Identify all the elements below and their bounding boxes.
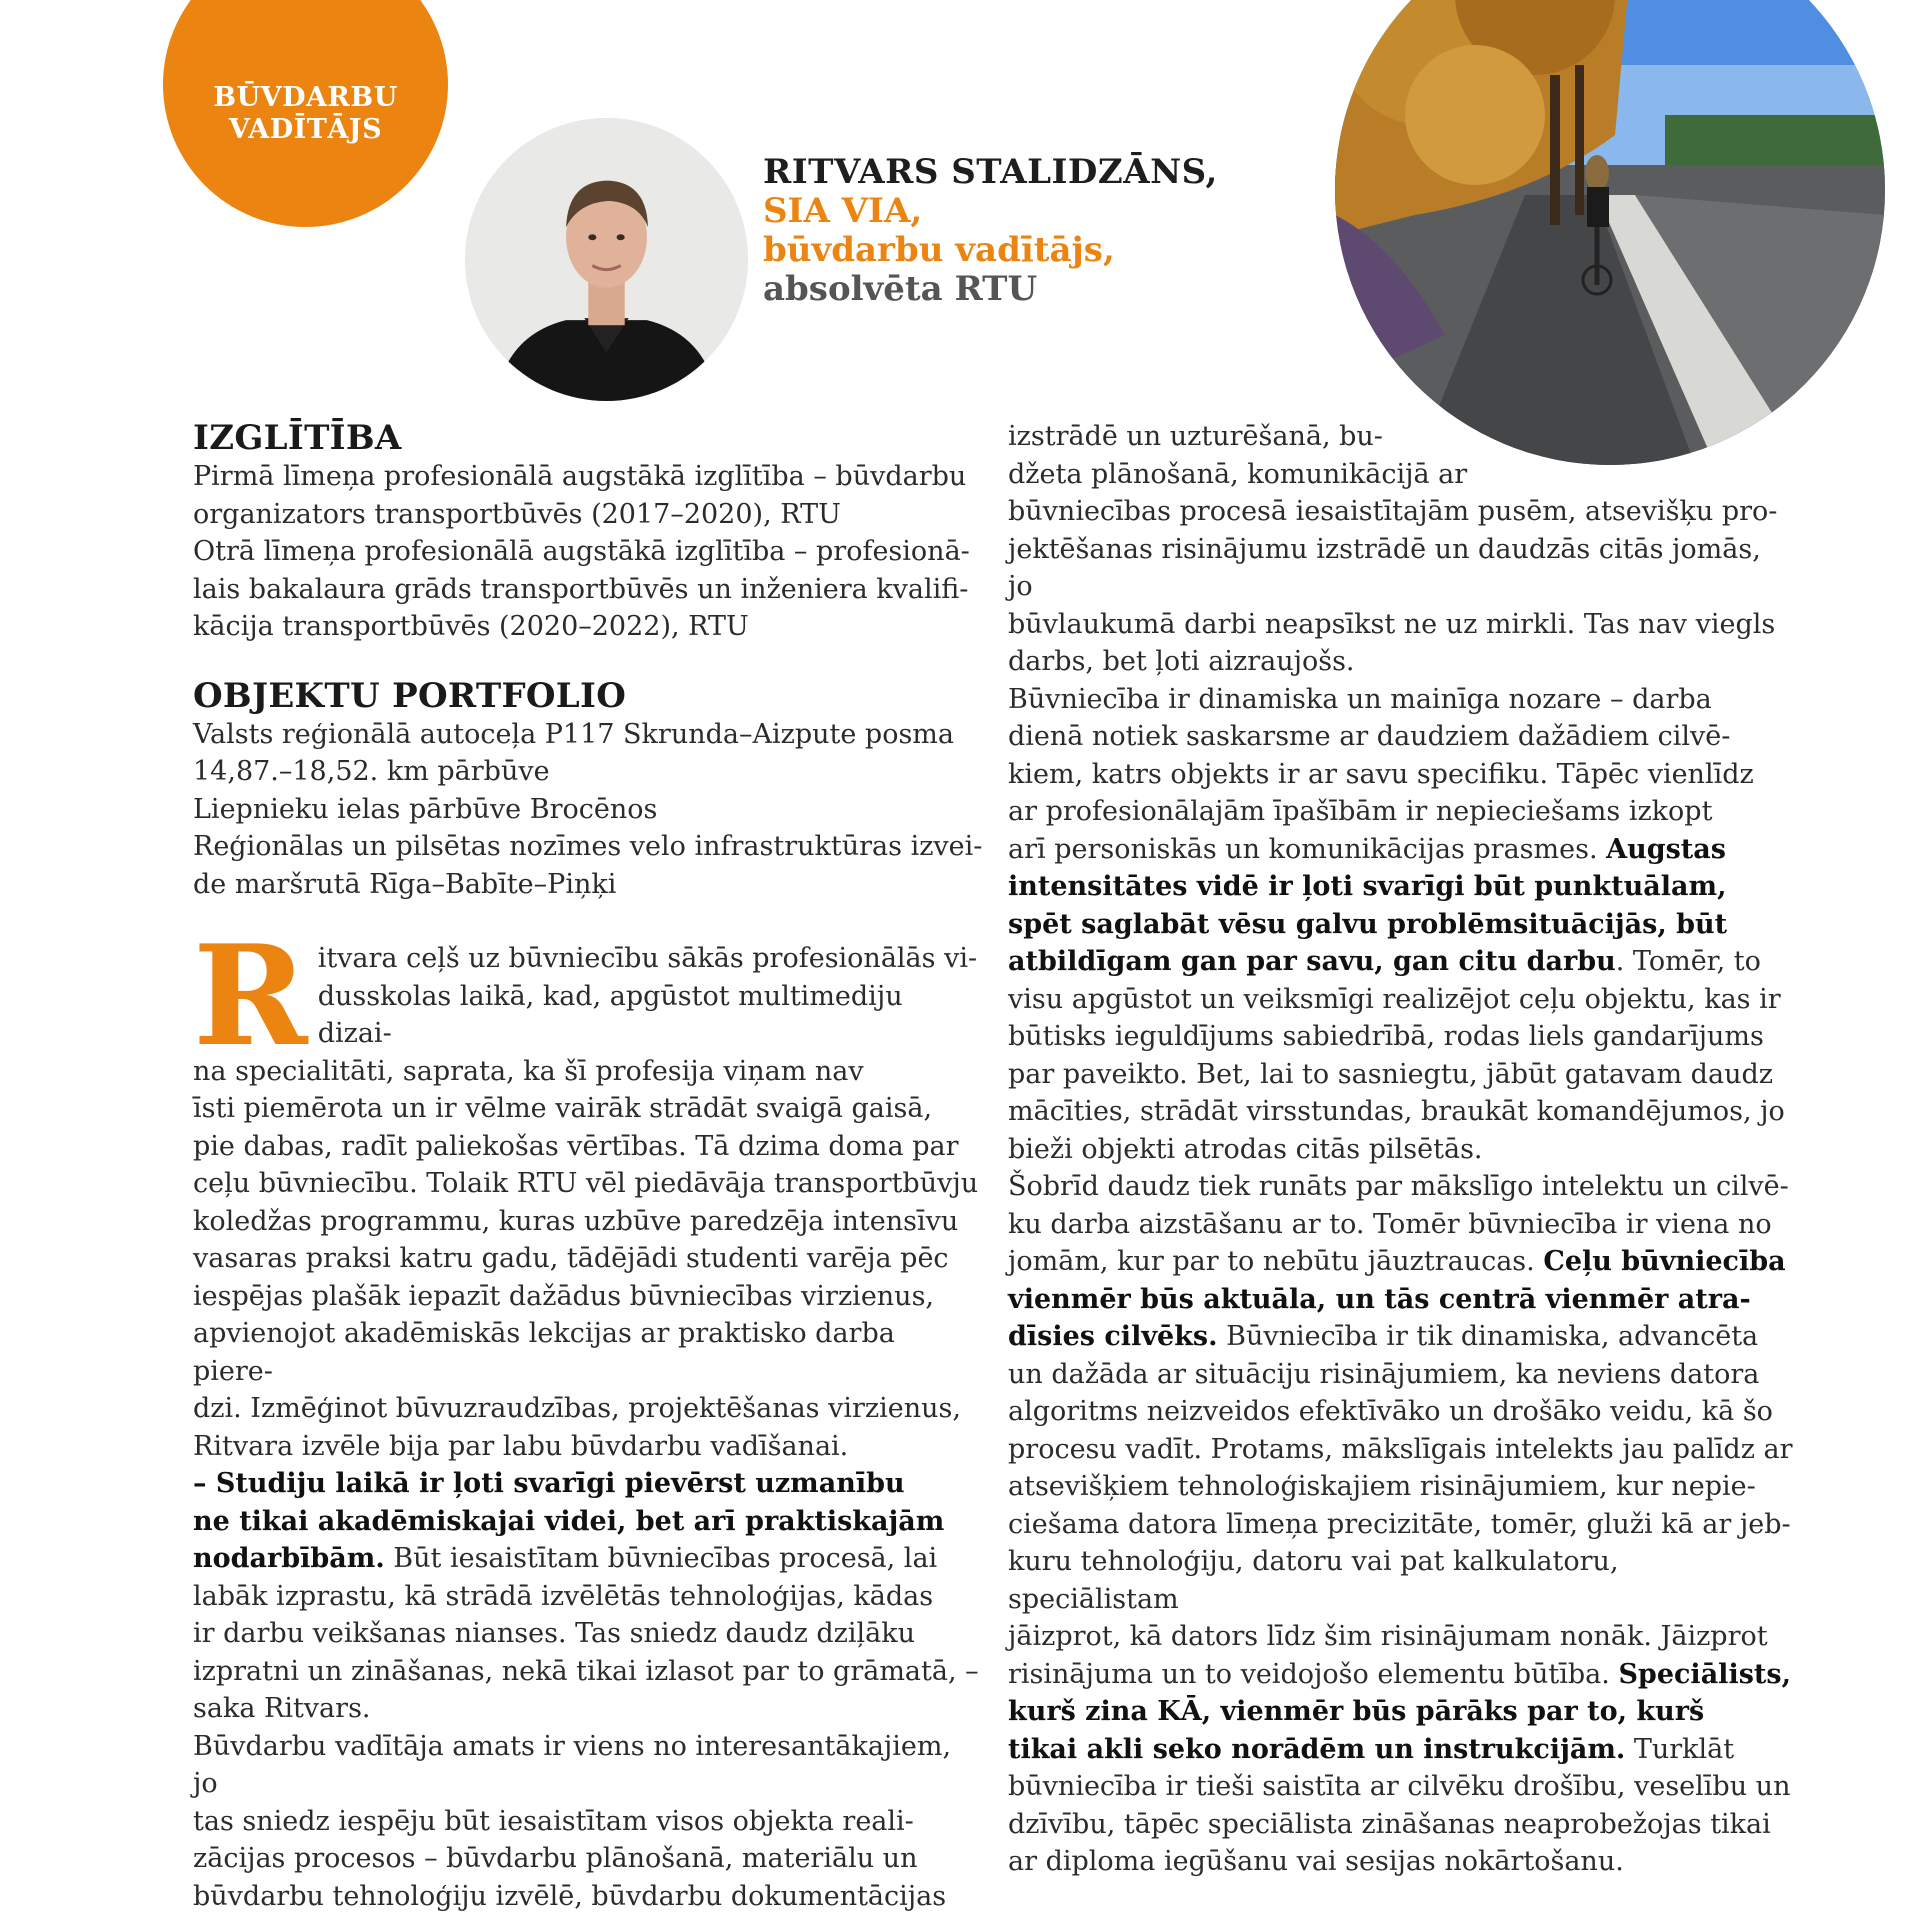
story-line: ceļu būvniecību. Tolaik RTU vēl piedāvāja transportbūvju: [193, 1168, 979, 1199]
bold-segment: Augstas: [1606, 833, 1726, 865]
job-title: būvdarbu vadītājs,: [763, 230, 1115, 270]
role-line: zācijas procesos – būvdarbu plānošanā, materiālu un: [193, 1843, 918, 1874]
text-segment: risinājuma un to veidojošo elementu būtība.: [1008, 1658, 1619, 1690]
story-paragraph: [193, 914, 983, 1465]
portfolio-line: Valsts reģionālā autoceļa P117 Skrunda–Aizpute posma: [193, 718, 955, 750]
text-line: jektēšanas risinājumu izstrādē un daudzās citās jomās, jo: [1008, 533, 1761, 602]
badge-line-1: BŪVDARBU: [213, 81, 398, 113]
bold-segment: Ceļu būvniecība: [1543, 1246, 1786, 1277]
text-line: mācīties, strādāt virsstundas, braukāt komandējumos, jo: [1008, 1096, 1785, 1127]
story-line: apvienojot akadēmiskās lekcijas ar praktisko darba piere-: [193, 1318, 895, 1387]
story-line: itvara ceļš uz būvniecību sākās profesionālās vi-: [317, 943, 978, 974]
education-title: IZGLĪTĪBA: [193, 418, 402, 458]
bold-segment: dīsies cilvēks.: [1008, 1321, 1218, 1352]
bold-segment: atbildīgam gan par savu, gan citu darbu: [1008, 946, 1616, 977]
role-line: būvdarbu tehnoloģiju izvēlē, būvdarbu dokumentācijas: [193, 1880, 947, 1912]
story-line: koledžas programmu, kuras uzbūve paredzēja intensīvu: [193, 1205, 959, 1237]
story-line: dzi. Izmēģinot būvuzraudzības, projektēšanas virzienus,: [193, 1393, 961, 1424]
education-line: Otrā līmeņa profesionālā augstākā izglītība – profesionā-: [193, 536, 970, 567]
portfolio-list: [193, 716, 983, 904]
education-line: Pirmā līmeņa profesionālā augstākā izglītība – būvdarbu: [193, 461, 967, 492]
bold-line: spēt saglabāt vēsu galvu problēmsituācijās, būt: [1008, 908, 1728, 940]
text-segment: jomām, kur par to nebūtu jāuztraucas.: [1008, 1246, 1544, 1277]
portfolio-line: Reģionālas un pilsētas nozīmes velo infrastruktūras izvei-: [193, 831, 983, 862]
text-line: būvniecība ir tieši saistīta ar cilvēku drošību, veselību un: [1008, 1771, 1791, 1802]
text-line: ku darba aizstāšanu ar to. Tomēr būvniecība ir viena no: [1008, 1208, 1772, 1240]
text-segment: arī personiskās un komunikācijas prasmes.: [1008, 833, 1607, 865]
text-line: jāizprot, kā dators līdz šim risinājumam nonāk. Jāizprot: [1008, 1621, 1768, 1652]
profile-heading: [763, 153, 1218, 309]
right-column: [1008, 418, 1793, 1881]
quote-text: Būt iesaistītam būvniecības procesā, lai: [384, 1543, 938, 1574]
text-line: būvlaukumā darbi neapsīkst ne uz mirkli. Tas nav viegls: [1008, 608, 1776, 640]
text-line: par paveikto. Bet, lai to sasniegtu, jābūt gatavam daudz: [1008, 1058, 1773, 1090]
badge-line-2: VADĪTĀJS: [228, 113, 383, 145]
education-list: [193, 458, 983, 646]
quote-line: labāk izprastu, kā strādā izvēlētās tehnoloģijas, kādas: [193, 1580, 934, 1612]
portrait-illustration: [465, 118, 748, 401]
text-segment: . Tomēr, to: [1615, 946, 1761, 977]
graduate-note: absolvēta RTU: [763, 269, 1038, 309]
story-line: pie dabas, radīt paliekošas vērtības. Tā dzima doma par: [193, 1130, 959, 1162]
text-line: izstrādē un uzturēšanā, bu-: [1008, 421, 1383, 452]
education-line: kācija transportbūvēs (2020–2022), RTU: [193, 611, 749, 642]
text-line: atsevišķiem tehnoloģiskajiem risinājumiem, kur nepie-: [1008, 1471, 1756, 1502]
portfolio-title: OBJEKTU PORTFOLIO: [193, 675, 627, 716]
quote-bold-line: – Studiju laikā ir ļoti svarīgi pievērst uzmanību: [193, 1468, 905, 1499]
role-badge: [163, 0, 448, 227]
text-line: ciešama datora līmeņa precizitāte, tomēr, gluži kā ar jeb-: [1008, 1508, 1791, 1540]
quote-line: izpratni un zināšanas, nekā tikai izlasot par to grāmatā, –: [193, 1655, 979, 1687]
text-line: bieži objekti atrodas citās pilsētās.: [1008, 1133, 1483, 1165]
ai-paragraph: [1008, 1168, 1793, 1881]
quote-bold-end: nodarbībām.: [193, 1543, 385, 1574]
text-line: Šobrīd daudz tiek runāts par mākslīgo intelektu un cilvē-: [1008, 1171, 1789, 1202]
quote-line: ir darbu veikšanas nianses. Tas sniedz daudz dziļāku: [193, 1618, 916, 1649]
text-line: dzīvību, tāpēc speciālista zināšanas neaprobežojas tikai: [1008, 1808, 1771, 1840]
text-line: un dažāda ar situāciju risinājumiem, ka neviens datora: [1008, 1358, 1760, 1390]
text-line: kiem, katrs objekts ir ar savu specifiku. Tāpēc vienlīdz: [1008, 758, 1754, 790]
bike-path-photo: [1335, 0, 1885, 465]
story-line: na specialitāti, saprata, ka šī profesija viņam nav: [193, 1055, 864, 1087]
text-segment: Būvniecība ir tik dinamiska, advancēta: [1217, 1321, 1759, 1352]
role-line: tas sniedz iespēju būt iesaistītam visos objekta reali-: [193, 1805, 914, 1837]
education-line: organizators transportbūvēs (2017–2020), RTU: [193, 498, 841, 530]
story-line: vasaras praksi katru gadu, tādējādi studenti varēja pēc: [193, 1243, 949, 1274]
continuation-paragraph: [1008, 418, 1793, 681]
text-line: visu apgūstot un veiksmīgi realizējot ceļu objektu, kas ir: [1008, 983, 1781, 1015]
story-line: dusskolas laikā, kad, apgūstot multimediju dizai-: [317, 980, 903, 1049]
text-line: darbs, bet ļoti aizraujošs.: [1008, 646, 1355, 677]
text-line: ar profesionālajām īpašībām ir nepieciešams izkopt: [1008, 796, 1713, 827]
bike-path-illustration: [1335, 0, 1885, 465]
text-line: ar diploma iegūšanu vai sesijas nokārtošanu.: [1008, 1846, 1624, 1877]
text-line: džeta plānošanā, komunikācijā ar: [1008, 458, 1468, 490]
bold-segment: tikai akli seko norādēm un instrukcijām.: [1008, 1733, 1626, 1765]
text-line: kuru tehnoloģiju, datoru vai pat kalkulatoru, speciālistam: [1008, 1546, 1619, 1615]
role-line: Būvdarbu vadītāja amats ir viens no interesantākajiem, jo: [193, 1730, 952, 1799]
story-line: Ritvara izvēle bija par labu būvdarbu vadīšanai.: [193, 1430, 849, 1462]
bold-line: kurš zina KĀ, vienmēr būs pārāks par to, kurš: [1008, 1696, 1705, 1727]
left-column: [193, 418, 983, 1915]
text-line: Būvniecība ir dinamiska un mainīga nozare – darba: [1008, 683, 1712, 715]
drop-cap: R: [193, 914, 308, 1077]
text-segment: Turklāt: [1625, 1733, 1735, 1765]
text-line: dienā notiek saskarsme ar daudziem dažādiem cilvē-: [1008, 721, 1731, 752]
person-name: RITVARS STALIDZĀNS,: [763, 152, 1218, 192]
company-name: SIA VIA,: [763, 191, 923, 231]
education-line: lais bakalaura grāds transportbūvēs un inženiera kvalifi-: [193, 573, 969, 605]
role-paragraph: [193, 1728, 983, 1916]
bold-line: intensitātes vidē ir ļoti svarīgi būt punktuālam,: [1008, 871, 1727, 902]
story-line: īsti piemērota un ir vēlme vairāk strādāt svaigā gaisā,: [193, 1093, 933, 1124]
portfolio-line: de maršrutā Rīga–Babīte–Piņķi: [193, 868, 617, 900]
text-line: algoritms neizveidos efektīvāko un drošāko veidu, kā šo: [1008, 1396, 1773, 1427]
quote-line: saka Ritvars.: [193, 1693, 371, 1724]
story-line: iespējas plašāk iepazīt dažādus būvniecības virzienus,: [193, 1280, 935, 1312]
portrait-photo: [465, 118, 748, 401]
text-line: būvniecības procesā iesaistītajām pusēm, atsevišķu pro-: [1008, 496, 1778, 527]
bold-segment: Speciālists,: [1618, 1658, 1791, 1690]
portfolio-line: 14,87.–18,52. km pārbūve: [193, 756, 550, 787]
text-line: procesu vadīt. Protams, mākslīgais intelekts jau palīdz ar: [1008, 1433, 1793, 1465]
dynamics-paragraph: [1008, 681, 1793, 1169]
text-line: būtisks ieguldījums sabiedrībā, rodas liels gandarījums: [1008, 1021, 1764, 1052]
portfolio-line: Liepnieku ielas pārbūve Brocēnos: [193, 793, 658, 825]
quote-paragraph: [193, 1465, 983, 1728]
bold-line: vienmēr būs aktuāla, un tās centrā vienmēr atra-: [1008, 1283, 1751, 1315]
quote-bold-line: ne tikai akadēmiskajai videi, bet arī praktiskajām: [193, 1505, 945, 1537]
